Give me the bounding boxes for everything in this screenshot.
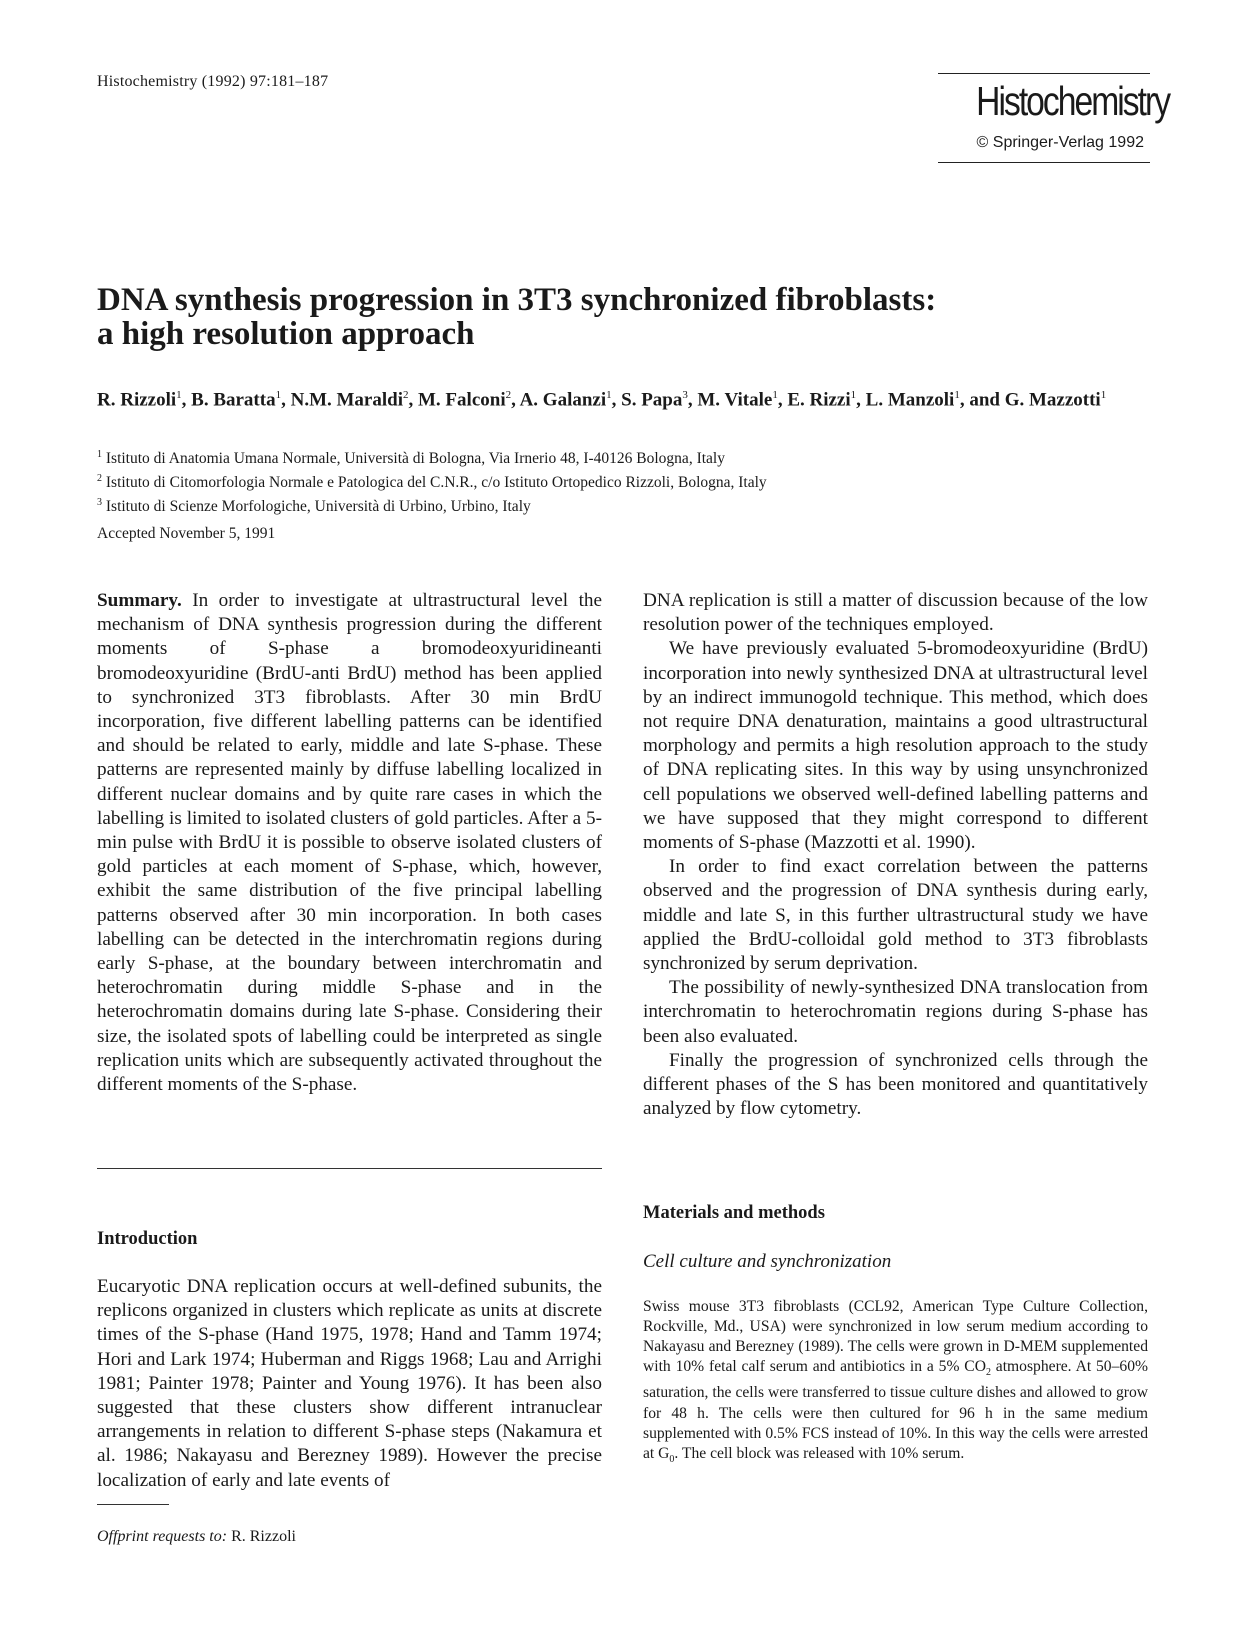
right-column-text <box>643 589 1148 1121</box>
introduction-heading: Introduction <box>97 1229 198 1249</box>
author: N.M. Maraldi <box>290 389 403 411</box>
author-affiliation-mark: 1 <box>275 389 282 401</box>
affiliation-list <box>97 445 1157 517</box>
footnote-label: Offprint requests to: <box>97 1528 228 1545</box>
author: A. Galanzi <box>519 389 607 411</box>
co2-subscript: 2 <box>985 1367 991 1379</box>
affiliation-number: 3 <box>97 497 102 509</box>
materials-methods-heading: Materials and methods <box>643 1203 825 1223</box>
journal-citation: Histochemistry (1992) 97:181–187 <box>97 73 329 90</box>
g0-subscript: 0 <box>669 1453 675 1465</box>
affiliation-text: Istituto di Scienze Morfologiche, Università di Urbino, Urbino, Italy <box>105 498 531 516</box>
affiliation <box>97 493 1157 517</box>
title-line-2: a high resolution approach <box>97 316 475 352</box>
cell-culture-subheading: Cell culture and synchronization <box>643 1251 892 1272</box>
footnote-name: R. Rizzoli <box>231 1528 296 1545</box>
article-title <box>97 283 1157 351</box>
author: E. Rizzi <box>787 389 851 411</box>
affiliation <box>97 445 1157 469</box>
introduction-paragraph: Eucaryotic DNA replication occurs at well-defined subunits, the replicons organized in clusters which replicate as units at discrete times of the S-phase (Hand 1975, 1978; Hand and Tamm 1974; Hori and Lark 1974; Huberman and Riggs 1968; Lau and Arrighi 1981; Painter 1978; Painter and Young 1976). It has been also suggested that these clusters show different intranuclear arrangements in relation to different S-phase steps (Nakamura et al. 1986; Nakayasu and Berezney 1989). However the precise localization of early and late events of <box>97 1276 602 1491</box>
author-affiliation-mark: 1 <box>850 389 857 401</box>
author-affiliation-mark: 2 <box>403 389 409 401</box>
methods-text-part: atmosphere. At 50–60% saturation, the cells were transferred to tissue culture dishes and allowed to grow for 48 h. The cells were then cultured for 96 h in the same medium supplemented with 0.5% FCS instead of 10%. In this way the cells were arrested at G <box>643 1358 1148 1462</box>
author: S. Papa <box>621 389 683 411</box>
author: R. Rizzoli <box>97 389 177 411</box>
summary-label: Summary. <box>97 590 182 611</box>
author: M. Vitale <box>697 389 773 411</box>
author-affiliation-mark: 1 <box>1100 389 1107 401</box>
affiliation-text: Istituto di Anatomia Umana Normale, Università di Bologna, Via Irnerio 48, I-40126 Bologna, Italy <box>105 450 725 468</box>
author: L. Manzoli <box>865 389 955 411</box>
summary-text: In order to investigate at ultrastructural level the mechanism of DNA synthesis progression during the different moments of S-phase a bromodeoxyuridineanti bromodeoxyuridine (BrdU-anti BrdU) method has been applied to synchronized 3T3 fibroblasts. After 30 min BrdU incorporation, five different labelling patterns can be identified and should be related to early, middle and late S-phase. These patterns are represented mainly by diffuse labelling localized in different nuclear domains and by quite rare cases in which the labelling is limited to isolated clusters of gold particles. After a 5-min pulse with BrdU it is possible to observe isolated clusters of gold particles at each moment of S-phase, which, however, exhibit the same distribution of the five principal labelling patterns observed after 30 min incorporation. In both cases labelling can be detected in the interchromatin regions during early S-phase, at the boundary between interchromatin and heterochromatin during middle S-phase and in the heterochromatin domains during late S-phase. Considering their size, the isolated spots of labelling could be interpreted as single replication units which are subsequently activated throughout the different moments of the S-phase. <box>97 590 603 1096</box>
masthead-top-rule <box>938 73 1150 74</box>
author-affiliation-mark: 1 <box>606 389 612 401</box>
introduction-text <box>97 1275 602 1493</box>
affiliation <box>97 469 1157 493</box>
accepted-date: Accepted November 5, 1991 <box>97 525 276 542</box>
affiliation-number: 1 <box>97 449 102 460</box>
footnote-rule <box>97 1504 169 1505</box>
title-line-1: DNA synthesis progression in 3T3 synchronized fibroblasts: <box>97 282 937 318</box>
author-affiliation-mark: 1 <box>772 389 778 401</box>
masthead-bottom-rule <box>938 162 1150 163</box>
author-affiliation-mark: 1 <box>176 389 182 401</box>
author: B. Baratta <box>191 389 276 411</box>
methods-text-part: . The cell block was released with 10% serum. <box>674 1444 965 1462</box>
summary-separator <box>97 1168 602 1169</box>
summary-section <box>97 589 602 1097</box>
methods-text-part: Swiss mouse 3T3 fibroblasts (CCL92, American Type Culture Collection, Rockville, Md., USA) were synchronized in low serum medium according to Nakayasu and Berezney (1989). The cells were grown in D-MEM supplemented with 10% fetal calf serum and antibiotics in a 5% CO <box>643 1298 1148 1376</box>
author-affiliation-mark: 2 <box>505 389 512 401</box>
journal-masthead <box>938 73 1170 163</box>
affiliation-number: 2 <box>97 473 102 485</box>
body-paragraph: Finally the progression of synchronized cells through the different phases of the S has been monitored and quantitatively analyzed by flow cytometry. <box>643 1049 1148 1120</box>
body-paragraph: In order to find exact correlation between the patterns observed and the progression of DNA synthesis during early, middle and late S, in this further ultrastructural study we have applied the BrdU-colloidal gold method to 3T3 fibroblasts synchronized by serum deprivation. <box>643 856 1148 975</box>
author-affiliation-mark: 3 <box>682 389 688 401</box>
offprint-footnote <box>97 1528 296 1546</box>
body-paragraph: We have previously evaluated 5-bromodeoxyuridine (BrdU) incorporation into newly synthesized DNA at ultrastructural level by an indirect immunogold technique. This method, which does not require DNA denaturation, maintains a good ultrastructural morphology and permits a high resolution approach to the study of DNA replicating sites. In this way by using unsynchronized cell populations we observed well-defined labelling patterns and we have supposed that they might correspond to different moments of S-phase (Mazzotti et al. 1990). <box>643 638 1148 854</box>
author-affiliation-mark: 1 <box>954 389 960 401</box>
author-conjunction: and <box>969 389 1000 411</box>
author-list: R. Rizzoli$^1$, B. Baratta$^1$, N.M. Maraldi$^2$, M. Falconi$^2$, A. Galanzi$^1$, S. Papa$^3$, M. Vitale$^1$, E. Rizzi$^1$, L. Manzoli$^1$, and G. Mazzotti$^1$ <box>97 389 1107 411</box>
body-paragraph: DNA replication is still a matter of discussion because of the low resolution power of the techniques employed. <box>643 590 1148 636</box>
journal-name: Histochemistry <box>976 78 1170 124</box>
body-paragraph: The possibility of newly-synthesized DNA translocation from interchromatin to heterochromatin regions during S-phase has been also evaluated. <box>643 977 1148 1047</box>
author: M. Falconi <box>418 389 506 411</box>
publisher-copyright: © Springer-Verlag 1992 <box>976 134 1144 151</box>
methods-paragraph <box>643 1297 1148 1470</box>
affiliation-text: Istituto di Citomorfologia Normale e Patologica del C.N.R., c/o Istituto Ortopedico Rizzoli, Bologna, Italy <box>105 474 767 492</box>
author: G. Mazzotti <box>1004 389 1101 411</box>
